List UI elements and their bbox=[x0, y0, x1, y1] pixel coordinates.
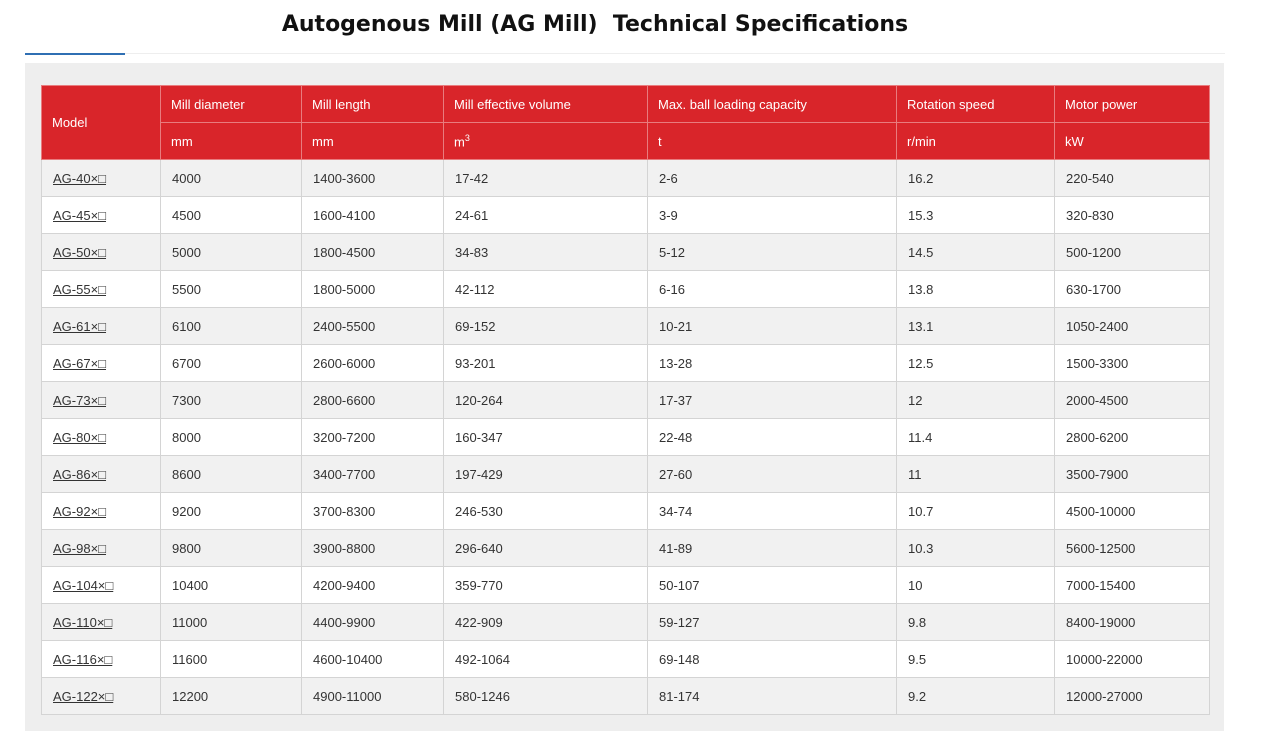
cell-model bbox=[42, 678, 161, 715]
cell-mill-length: 1400-3600 bbox=[302, 160, 444, 197]
table-row bbox=[42, 567, 1210, 604]
cell-mill-length: 2600-6000 bbox=[302, 345, 444, 382]
unit-motor-power: kW bbox=[1055, 123, 1210, 160]
cell-motor-power: 4500-10000 bbox=[1055, 493, 1210, 530]
table-body bbox=[42, 160, 1210, 715]
cell-max-ball-loading: 81-174 bbox=[648, 678, 897, 715]
cell-motor-power: 1500-3300 bbox=[1055, 345, 1210, 382]
table-row bbox=[42, 604, 1210, 641]
unit-volume-exponent: 3 bbox=[464, 132, 470, 143]
units-row bbox=[42, 123, 1210, 160]
cell-mill-length: 2400-5500 bbox=[302, 308, 444, 345]
header-mill-length: Mill length bbox=[302, 86, 444, 123]
cell-mill-effective-volume: 24-61 bbox=[444, 197, 648, 234]
cell-motor-power: 12000-27000 bbox=[1055, 678, 1210, 715]
cell-model bbox=[42, 271, 161, 308]
cell-max-ball-loading: 13-28 bbox=[648, 345, 897, 382]
cell-rotation-speed: 16.2 bbox=[897, 160, 1055, 197]
cell-max-ball-loading: 22-48 bbox=[648, 419, 897, 456]
table-row bbox=[42, 641, 1210, 678]
cell-mill-length: 3400-7700 bbox=[302, 456, 444, 493]
cell-mill-diameter: 12200 bbox=[161, 678, 302, 715]
header-motor-power: Motor power bbox=[1055, 86, 1210, 123]
cell-mill-diameter: 6100 bbox=[161, 308, 302, 345]
unit-rotation-speed: r/min bbox=[897, 123, 1055, 160]
cell-mill-diameter: 11000 bbox=[161, 604, 302, 641]
cell-max-ball-loading: 2-6 bbox=[648, 160, 897, 197]
table-header bbox=[42, 86, 1210, 160]
cell-mill-effective-volume: 69-152 bbox=[444, 308, 648, 345]
unit-max-ball-loading: t bbox=[648, 123, 897, 160]
cell-motor-power: 2800-6200 bbox=[1055, 419, 1210, 456]
unit-mill-diameter: mm bbox=[161, 123, 302, 160]
model-link[interactable]: AG-45×□ bbox=[53, 207, 107, 223]
cell-mill-effective-volume: 160-347 bbox=[444, 419, 648, 456]
cell-rotation-speed: 10.7 bbox=[897, 493, 1055, 530]
cell-mill-length: 1800-5000 bbox=[302, 271, 444, 308]
cell-mill-effective-volume: 34-83 bbox=[444, 234, 648, 271]
cell-motor-power: 8400-19000 bbox=[1055, 604, 1210, 641]
unit-mill-length: mm bbox=[302, 123, 444, 160]
header-row bbox=[42, 86, 1210, 123]
cell-max-ball-loading: 69-148 bbox=[648, 641, 897, 678]
cell-motor-power: 630-1700 bbox=[1055, 271, 1210, 308]
cell-mill-length: 4600-10400 bbox=[302, 641, 444, 678]
cell-motor-power: 3500-7900 bbox=[1055, 456, 1210, 493]
cell-rotation-speed: 11 bbox=[897, 456, 1055, 493]
cell-rotation-speed: 14.5 bbox=[897, 234, 1055, 271]
cell-mill-diameter: 9200 bbox=[161, 493, 302, 530]
header-rotation-speed: Rotation speed bbox=[897, 86, 1055, 123]
cell-mill-diameter: 11600 bbox=[161, 641, 302, 678]
cell-mill-length: 1600-4100 bbox=[302, 197, 444, 234]
cell-mill-diameter: 7300 bbox=[161, 382, 302, 419]
cell-model bbox=[42, 530, 161, 567]
cell-motor-power: 220-540 bbox=[1055, 160, 1210, 197]
cell-max-ball-loading: 27-60 bbox=[648, 456, 897, 493]
model-link[interactable]: AG-116×□ bbox=[53, 651, 113, 667]
cell-max-ball-loading: 41-89 bbox=[648, 530, 897, 567]
model-link[interactable]: AG-73×□ bbox=[53, 392, 107, 408]
table-row bbox=[42, 160, 1210, 197]
cell-mill-effective-volume: 580-1246 bbox=[444, 678, 648, 715]
table-row bbox=[42, 456, 1210, 493]
cell-mill-effective-volume: 17-42 bbox=[444, 160, 648, 197]
model-link[interactable]: AG-40×□ bbox=[53, 170, 107, 186]
table-row bbox=[42, 382, 1210, 419]
cell-max-ball-loading: 3-9 bbox=[648, 197, 897, 234]
table-row bbox=[42, 678, 1210, 715]
cell-max-ball-loading: 17-37 bbox=[648, 382, 897, 419]
cell-mill-diameter: 8600 bbox=[161, 456, 302, 493]
cell-max-ball-loading: 34-74 bbox=[648, 493, 897, 530]
model-link[interactable]: AG-67×□ bbox=[53, 355, 107, 371]
cell-mill-effective-volume: 492-1064 bbox=[444, 641, 648, 678]
cell-rotation-speed: 12 bbox=[897, 382, 1055, 419]
cell-mill-diameter: 4000 bbox=[161, 160, 302, 197]
model-link[interactable]: AG-61×□ bbox=[53, 318, 107, 334]
cell-motor-power: 320-830 bbox=[1055, 197, 1210, 234]
table-row bbox=[42, 493, 1210, 530]
cell-rotation-speed: 10.3 bbox=[897, 530, 1055, 567]
cell-mill-effective-volume: 93-201 bbox=[444, 345, 648, 382]
cell-mill-effective-volume: 246-530 bbox=[444, 493, 648, 530]
cell-mill-diameter: 5500 bbox=[161, 271, 302, 308]
cell-mill-length: 3700-8300 bbox=[302, 493, 444, 530]
cell-mill-effective-volume: 296-640 bbox=[444, 530, 648, 567]
unit-mill-effective-volume bbox=[444, 123, 648, 160]
cell-mill-diameter: 5000 bbox=[161, 234, 302, 271]
model-link[interactable]: AG-110×□ bbox=[53, 614, 113, 630]
cell-rotation-speed: 12.5 bbox=[897, 345, 1055, 382]
cell-rotation-speed: 13.1 bbox=[897, 308, 1055, 345]
model-link[interactable]: AG-50×□ bbox=[53, 244, 107, 260]
title-rule bbox=[125, 53, 1225, 54]
cell-model bbox=[42, 197, 161, 234]
cell-model bbox=[42, 641, 161, 678]
cell-model bbox=[42, 567, 161, 604]
cell-model bbox=[42, 382, 161, 419]
cell-mill-diameter: 4500 bbox=[161, 197, 302, 234]
cell-mill-diameter: 9800 bbox=[161, 530, 302, 567]
cell-mill-diameter: 6700 bbox=[161, 345, 302, 382]
unit-volume-base: m bbox=[454, 134, 465, 150]
model-link[interactable]: AG-80×□ bbox=[53, 429, 107, 445]
header-model: Model bbox=[42, 86, 161, 160]
spec-table bbox=[41, 85, 1210, 715]
cell-rotation-speed: 9.2 bbox=[897, 678, 1055, 715]
cell-mill-effective-volume: 197-429 bbox=[444, 456, 648, 493]
header-max-ball-loading: Max. ball loading capacity bbox=[648, 86, 897, 123]
cell-mill-effective-volume: 42-112 bbox=[444, 271, 648, 308]
cell-mill-length: 4900-11000 bbox=[302, 678, 444, 715]
cell-motor-power: 500-1200 bbox=[1055, 234, 1210, 271]
cell-max-ball-loading: 5-12 bbox=[648, 234, 897, 271]
cell-motor-power: 10000-22000 bbox=[1055, 641, 1210, 678]
page-title: Autogenous Mill (AG Mill) Technical Specifications bbox=[281, 12, 909, 37]
model-link[interactable]: AG-55×□ bbox=[53, 281, 107, 297]
cell-rotation-speed: 15.3 bbox=[897, 197, 1055, 234]
table-row bbox=[42, 530, 1210, 567]
cell-model bbox=[42, 160, 161, 197]
cell-motor-power: 5600-12500 bbox=[1055, 530, 1210, 567]
cell-model bbox=[42, 456, 161, 493]
model-link[interactable]: AG-98×□ bbox=[53, 540, 107, 556]
cell-motor-power: 2000-4500 bbox=[1055, 382, 1210, 419]
model-link[interactable]: AG-92×□ bbox=[53, 503, 107, 519]
table-row bbox=[42, 308, 1210, 345]
model-link[interactable]: AG-104×□ bbox=[53, 577, 114, 593]
cell-model bbox=[42, 604, 161, 641]
cell-motor-power: 1050-2400 bbox=[1055, 308, 1210, 345]
model-link[interactable]: AG-86×□ bbox=[53, 466, 107, 482]
cell-mill-effective-volume: 359-770 bbox=[444, 567, 648, 604]
cell-model bbox=[42, 234, 161, 271]
cell-max-ball-loading: 10-21 bbox=[648, 308, 897, 345]
cell-mill-diameter: 10400 bbox=[161, 567, 302, 604]
cell-model bbox=[42, 493, 161, 530]
cell-mill-effective-volume: 120-264 bbox=[444, 382, 648, 419]
cell-mill-length: 3900-8800 bbox=[302, 530, 444, 567]
table-row bbox=[42, 271, 1210, 308]
header-mill-effective-volume: Mill effective volume bbox=[444, 86, 648, 123]
header-mill-diameter: Mill diameter bbox=[161, 86, 302, 123]
cell-mill-diameter: 8000 bbox=[161, 419, 302, 456]
table-row bbox=[42, 419, 1210, 456]
title-underline bbox=[25, 53, 125, 55]
cell-rotation-speed: 13.8 bbox=[897, 271, 1055, 308]
cell-max-ball-loading: 6-16 bbox=[648, 271, 897, 308]
cell-max-ball-loading: 50-107 bbox=[648, 567, 897, 604]
cell-mill-length: 2800-6600 bbox=[302, 382, 444, 419]
cell-model bbox=[42, 308, 161, 345]
model-link[interactable]: AG-122×□ bbox=[53, 688, 114, 704]
cell-model bbox=[42, 419, 161, 456]
table-row bbox=[42, 197, 1210, 234]
cell-rotation-speed: 9.5 bbox=[897, 641, 1055, 678]
cell-motor-power: 7000-15400 bbox=[1055, 567, 1210, 604]
cell-mill-effective-volume: 422-909 bbox=[444, 604, 648, 641]
cell-rotation-speed: 11.4 bbox=[897, 419, 1055, 456]
cell-mill-length: 1800-4500 bbox=[302, 234, 444, 271]
cell-model bbox=[42, 345, 161, 382]
cell-max-ball-loading: 59-127 bbox=[648, 604, 897, 641]
cell-mill-length: 3200-7200 bbox=[302, 419, 444, 456]
cell-mill-length: 4400-9900 bbox=[302, 604, 444, 641]
table-row bbox=[42, 345, 1210, 382]
cell-rotation-speed: 10 bbox=[897, 567, 1055, 604]
cell-rotation-speed: 9.8 bbox=[897, 604, 1055, 641]
table-row bbox=[42, 234, 1210, 271]
cell-mill-length: 4200-9400 bbox=[302, 567, 444, 604]
